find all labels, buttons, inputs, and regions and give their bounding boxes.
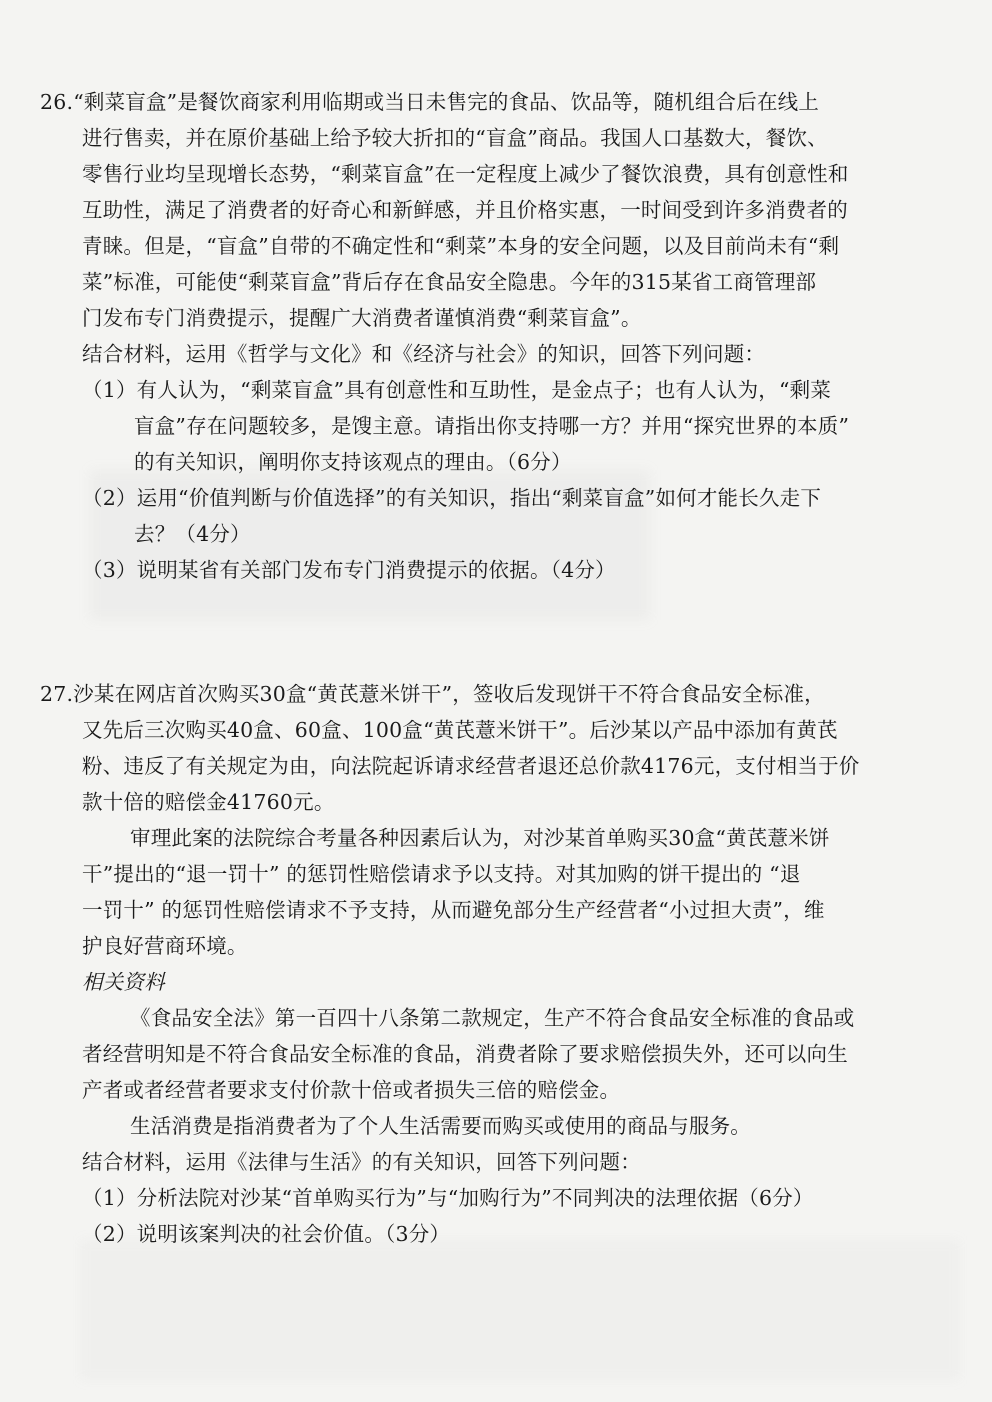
q27-court-paragraph: 审理此案的法院综合考量各种因素后认为，对沙某首单购买30盒“黄芪薏米饼 <box>130 826 830 850</box>
q26-stem-line: 互助性，满足了消费者的好奇心和新鲜感，并且价格实惠，一时间受到许多消费者的 <box>82 198 848 222</box>
q27-stem-line: 款十倍的赔偿金41760元。 <box>82 790 335 814</box>
q27-law-paragraph: 者经营明知是不符合食品安全标准的食品，消费者除了要求赔偿损失外，还可以向生 <box>82 1042 848 1066</box>
q26-stem-line: 菜”标准，可能使“剩菜盲盒”背后存在食品安全隐患。今年的315某省工商管理部 <box>82 270 817 294</box>
q27-law-paragraph: 产者或者经营者要求支付价款十倍或者损失三倍的赔偿金。 <box>82 1078 621 1102</box>
q27-stem-line: 粉、违反了有关规定为由，向法院起诉请求经营者退还总价款4176元，支付相当于价 <box>82 754 860 778</box>
q27-court-paragraph: 干”提出的“退一罚十” 的惩罚性赔偿请求予以支持。对其加购的饼干提出的 “退 <box>82 862 801 886</box>
q27-court-paragraph: 一罚十” 的惩罚性赔偿请求不予支持，从而避免部分生产经营者“小过担大责”，维 <box>82 898 825 922</box>
q26-stem-line: 零售行业均呈现增长态势，“剩菜盲盒”在一定程度上减少了餐饮浪费，具有创意性和 <box>82 162 849 186</box>
scan-smudge <box>80 1240 960 1380</box>
q27-court-paragraph: 护良好营商环境。 <box>82 934 248 958</box>
q26-subquestion-1-cont: 的有关知识，阐明你支持该观点的理由。（6分） <box>134 450 572 474</box>
q27-subquestion-2: （2）说明该案判决的社会价值。（3分） <box>82 1222 451 1246</box>
q26-instruction: 结合材料，运用《哲学与文化》和《经济与社会》的知识，回答下列问题： <box>82 342 766 366</box>
q26-subquestion-1-cont: 盲盒”存在问题较多，是馊主意。请指出你支持哪一方？并用“探究世界的本质” <box>134 414 850 438</box>
q27-instruction: 结合材料，运用《法律与生活》的有关知识，回答下列问题： <box>82 1150 641 1174</box>
question-26 <box>40 84 955 588</box>
q26-stem-line: 进行售卖，并在原价基础上给予较大折扣的“盲盒”商品。我国人口基数大，餐饮、 <box>82 126 828 150</box>
q26-stem-line: 26.“剩菜盲盒”是餐饮商家利用临期或当日未售完的食品、饮品等，随机组合后在线上 <box>40 90 820 114</box>
q26-subquestion-2: （2）运用“价值判断与价值选择”的有关知识，指出“剩菜盲盒”如何才能长久走下 <box>82 486 822 510</box>
q27-stem-line: 又先后三次购买40盒、60盒、100盒“黄芪薏米饼干”。后沙某以产品中添加有黄芪 <box>82 718 838 742</box>
q27-law-paragraph: 《食品安全法》第一百四十八条第二款规定，生产不符合食品安全标准的食品或 <box>130 1006 855 1030</box>
q27-related-materials-heading: 相关资料 <box>82 970 165 994</box>
q26-stem-line: 青睐。但是，“盲盒”自带的不确定性和“剩菜”本身的安全问题，以及目前尚未有“剩 <box>82 234 840 258</box>
q27-definition-paragraph: 生活消费是指消费者为了个人生活需要而购买或使用的商品与服务。 <box>130 1114 751 1138</box>
q26-subquestion-3: （3）说明某省有关部门发布专门消费提示的依据。（4分） <box>82 558 616 582</box>
q26-stem-line: 门发布专门消费提示，提醒广大消费者谨慎消费“剩菜盲盒”。 <box>82 306 642 330</box>
question-27 <box>40 676 955 1252</box>
q27-subquestion-1: （1）分析法院对沙某“首单购买行为”与“加购行为”不同判决的法理依据（6分） <box>82 1186 814 1210</box>
q26-subquestion-2-cont: 去？（4分） <box>134 522 251 546</box>
q27-stem-line: 27.沙某在网店首次购买30盒“黄芪薏米饼干”，签收后发现饼干不符合食品安全标准， <box>40 682 825 706</box>
q26-subquestion-1: （1）有人认为，“剩菜盲盒”具有创意性和互助性，是金点子；也有人认为，“剩菜 <box>82 378 832 402</box>
